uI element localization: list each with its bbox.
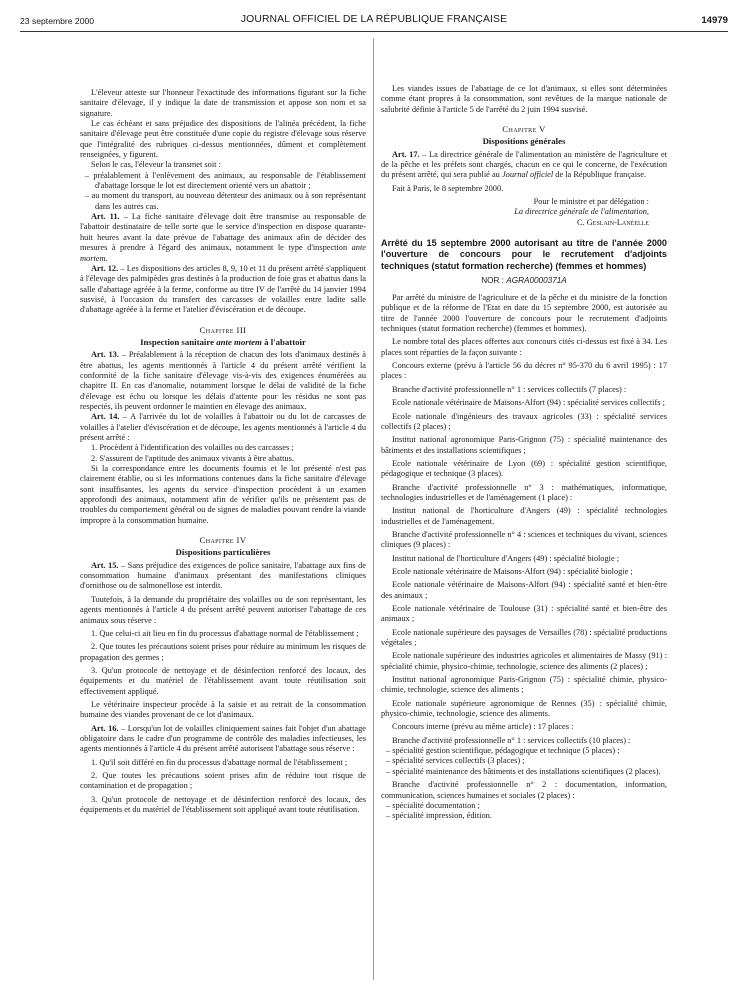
list-item: 1. Procèdent à l'identification des volailles ou des carcasses ; <box>91 443 294 453</box>
article-text: – A l'arrivée du lot de volailles à l'abattoir ou du lot de carcasses de volailles à l'atelier d'éviscération et de découpe, les agents mentionnés à l'article 4 du présent arrêté : <box>80 412 366 442</box>
journal-title: JOURNAL OFFICIEL DE LA RÉPUBLIQUE FRANÇAISE <box>240 14 508 25</box>
list-item: Ecole nationale supérieure agronomique de Rennes (35) : spécialité chimie, physico-chimie, technologie, science des aliments. <box>381 698 667 719</box>
nor-value: AGRA0000371A <box>506 275 567 285</box>
list-item: 3. Qu'un protocole de nettoyage et de désinfection renforcé des locaux, des équipements et du matériel de l'établissement avant toute réutilisation soit effectivement appliqué. <box>80 665 366 696</box>
list-item: Institut national agronomique Paris-Grignon (75) : spécialité maintenance des bâtiments et des installations scientifiques ; <box>381 435 667 455</box>
chapter-title-part: Inspection sanitaire <box>140 336 214 347</box>
paragraph: Les viandes issues de l'abattage de ce lot d'animaux, si elles sont déterminées comme étant propres à la consommation, sont revêtues de la marque nationale de salubrité définie à l'article 5 de l'arrêté du 2 juin 1994 susvisé. <box>381 84 667 114</box>
page-number: 14979 <box>701 15 728 26</box>
list-item: Ecole nationale vétérinaire de Maisons-Alfort (94) : spécialité services collectifs ; <box>392 398 665 408</box>
list-item: Ecole nationale vétérinaire de Toulouse (31) : spécialité santé et bien-être des animaux ; <box>381 604 667 624</box>
paragraph: Branche d'activité professionnelle n° 1 : services collectifs (10 places) : <box>392 735 631 745</box>
article-text: – La fiche sanitaire d'élevage doit être transmise au responsable de l'abattoir destinataire de telle sorte que le service d'inspection en dispose quarante-huit heures avant la date prévue de l'abattage des animaux afin de décider des mesures à prendre à l'égard des animaux, notamment le type d'inspection <box>80 212 366 253</box>
paragraph: Par arrêté du ministre de l'agriculture et de la pêche et du ministre de la fonction publique et de la réforme de l'Etat en date du 15 septembre 2000, est autorisée au titre de l'année 2000 l'ouverture de concours pour le recrutement d'adjoints techniques (statut formation recherche) (femmes et hommes). <box>381 293 667 334</box>
article-text: – Sans préjudice des exigences de police sanitaire, l'abattage aux fins de consommation humaine d'animaux présentant des manifestations cliniques d'ornithose ou de salmonellose est interdit. <box>80 560 367 591</box>
list-item: Institut national de l'horticulture d'Angers (49) : spécialité biologie ; <box>392 553 620 563</box>
list-item: Ecole nationale supérieure des paysages de Versailles (78) : spécialité productions végétales ; <box>381 627 667 648</box>
article-14 <box>80 412 366 443</box>
list-item: Ecole nationale vétérinaire de Lyon (69) : spécialité gestion scientifique, pédagogique et technique (3 places). <box>381 458 667 479</box>
emphasis: ante mortem. <box>80 243 366 263</box>
header-date: 23 septembre 2000 <box>20 16 95 26</box>
signature-title <box>381 207 667 217</box>
column-divider <box>373 38 374 980</box>
list-item: – spécialité documentation ; <box>386 800 480 810</box>
list-item: – spécialité maintenance des bâtiments et des installations scientifiques (2 places). <box>386 766 661 776</box>
list-item: – spécialité gestion scientifique, pédagogique et technique (5 places) ; <box>386 746 620 756</box>
list-item: – préalablement à l'enlèvement des animaux, au responsable de l'établissement d'abattage lorsque le lot est directement orienté vers un abattoir ; <box>85 170 366 191</box>
article-label: Art. 16. <box>91 723 119 733</box>
article-13 <box>80 350 366 412</box>
paragraph: Concours interne (prévu au même article) : 17 places : <box>392 722 574 732</box>
article-text: de la République française. <box>555 170 647 180</box>
page-header <box>20 14 728 30</box>
chapter-heading: Chapitre IV <box>199 535 247 546</box>
paragraph: Le cas échéant et sans préjudice des dispositions de l'alinéa précédent, la fiche sanitaire d'élevage peut être constituée d'une copie du registre d'élevage sous réserve que l'intégralité des rubriques ci-dessus mentionnées, dûment et complètement renseignées, y figurent. <box>80 119 366 160</box>
list-item: 3. Qu'un protocole de nettoyage et de désinfection renforcé des locaux, des équipements et du matériel de l'établissement soit appliqué avant toute réutilisation. <box>80 794 366 814</box>
chapter-title <box>80 337 366 347</box>
chapter-title: Dispositions particulières <box>175 547 271 558</box>
paragraph: Branche d'activité professionnelle n° 4 : sciences et techniques du vivant, sciences cliniques (9 places) : <box>381 529 667 550</box>
chapter-title: Dispositions générales <box>482 136 566 147</box>
emphasis: Journal officiel <box>501 170 554 180</box>
article-16 <box>80 724 366 755</box>
list-item: Ecole nationale vétérinaire de Maisons-Alfort (94) : spécialité biologie ; <box>392 566 633 576</box>
emphasis: ante mortem <box>216 336 262 347</box>
article-text: – Lorsqu'un lot de volailles cliniquement saines fait l'objet d'un abattage obligatoire dans le cadre d'un programme de contrôle des maladies infectieuses, les agents mentionnés à l'article 4 du présent arrêté autorisent l'abattage sous réserve : <box>80 723 367 754</box>
article-15 <box>80 561 366 592</box>
paragraph: Concours externe (prévu à l'article 56 du décret n° 95-370 du 6 avril 1995) : 17 places : <box>381 361 667 381</box>
list-item: – spécialité services collectifs (3 places) ; <box>386 756 525 766</box>
list-item: Ecole nationale supérieure des industries agricoles et alimentaires de Massy (91) : spécialité chimie, physico-chimie, technologie, science des aliments (2 places) ; <box>381 651 667 671</box>
signatory: C. Geslain-Lanéelle <box>577 217 649 227</box>
signature-role: La directrice générale de l'alimentation, <box>514 207 649 217</box>
article-label: Art. 11. <box>91 212 120 222</box>
article-17 <box>381 150 667 181</box>
chapter-heading: Chapitre V <box>502 124 546 135</box>
list-item: 2. Que toutes les précautions soient prises afin de réduire tout risque de contamination et de propagation ; <box>80 770 366 791</box>
paragraph: Branche d'activité professionnelle n° 3 : mathématiques, informatique, technologies industrielles et de l'aménagement (1 place) : <box>381 482 667 502</box>
list-item: 2. S'assurent de l'aptitude des animaux vivants à être abattus. <box>91 453 294 463</box>
chapter-title-part: à l'abattoir <box>264 336 306 347</box>
list-item: Ecole nationale vétérinaire de Maisons-Alfort (94) : spécialité santé et bien-être des animaux ; <box>381 580 667 600</box>
article-label: Art. 15. <box>91 560 119 570</box>
article-label: Art. 14. <box>91 412 120 422</box>
article-label: Art. 12. <box>91 263 119 273</box>
header-rule <box>20 31 728 32</box>
article-text: – Préalablement à la réception de chacun des lots d'animaux destinés à être abattus, les agents mentionnés à l'article 4 du présent arrêté vérifient la conformité de la fiche sanitaire d'élevage vis-à-vis des exigences énumérées au chapitre II. En cas d'anomalie, notamment lorsque le délai de validité de la fiche d'élevage est échu ou lorsque les délais d'attente pour les résidus ne sont pas respectés, ils peuvent ordonner le maintien en élevage des animaux. <box>80 350 367 411</box>
chapter-heading: Chapitre III <box>199 324 247 335</box>
list-item: Institut national agronomique Paris-Grignon (75) : spécialité chimie, physico-chimie, technologie, science des aliments ; <box>381 675 667 695</box>
paragraph: Selon le cas, l'éleveur la transmet soit : <box>91 160 221 170</box>
list-item: Ecole nationale d'ingénieurs des travaux agricoles (33) : spécialité services collectifs (2 places) ; <box>381 411 667 431</box>
signature-date: Fait à Paris, le 8 septembre 2000. <box>392 183 504 193</box>
right-column <box>381 84 667 822</box>
list-item: Institut national de l'horticulture d'Angers (49) : spécialité technologies industrielles et de l'aménagement. <box>381 506 667 526</box>
article-label: Art. 13. <box>91 350 119 360</box>
signature-line: Pour le ministre et par délégation : <box>533 197 649 207</box>
article-text: – La directrice générale de l'alimentation au ministère de l'agriculture et de la pêche et les préfets sont chargés, chacun en ce qui le concerne, de l'exécution du présent arrêté, qui sera publié au <box>381 149 668 180</box>
decree-title: Arrêté du 15 septembre 2000 autorisant au titre de l'année 2000 l'ouverture de concours pour le recrutement d'adjoints techniques (statut formation recherche) (femmes et hommes) <box>381 238 667 271</box>
left-column <box>80 88 366 815</box>
article-12 <box>80 264 366 316</box>
article-label: Art. 17. <box>392 149 420 159</box>
signature-name <box>381 218 667 228</box>
article-text: – Les dispositions des articles 8, 9, 10 et 11 du présent arrêté s'appliquent à l'élevage des palmipèdes gras destinés à la production de foie gras et abattus dans la salle d'abattage agréée à la ferme, conforme au titre IV de l'arrêté du 14 janvier 1994 susvisé, à l'occasion du transfert des carcasses de volailles entre ladite salle d'abattage agréée à la ferme et l'atelier d'éviscération et de découpe. <box>80 263 367 315</box>
paragraph: Le vétérinaire inspecteur procède à la saisie et au retrait de la consommation humaine des viandes provenant de ce lot d'animaux. <box>80 699 366 720</box>
list-item: – spécialité impression, édition. <box>386 811 492 821</box>
paragraph: Toutefois, à la demande du propriétaire des volailles ou de son représentant, les agents mentionnés à l'article 4 du présent arrêté peuvent autoriser l'abattage de ces animaux sous réserve : <box>80 594 366 625</box>
article-11 <box>80 212 366 264</box>
list-item: 1. Qu'il soit différé en fin du processus d'abattage normal de l'établissement ; <box>91 757 348 767</box>
nor-label: NOR : <box>481 275 504 285</box>
paragraph: Branche d'activité professionnelle n° 2 : documentation, information, communication, sciences humaines et sociales (2 places) : <box>381 780 667 800</box>
list-item: 2. Que toutes les précautions soient prises pour réduire au minimum les risques de propagation des germes ; <box>80 642 366 662</box>
list-item: – au moment du transport, au nouveau détenteur des animaux ou à son représentant dans les autres cas. <box>85 191 366 211</box>
paragraph: L'éleveur atteste sur l'honneur l'exactitude des informations figurant sur la fiche sanitaire d'élevage, il y indique la date de transmission et appose son nom et sa signature. <box>80 88 366 118</box>
nor-reference <box>381 276 667 286</box>
paragraph: Branche d'activité professionnelle n° 1 : services collectifs (7 places) : <box>392 384 627 394</box>
paragraph: Si la correspondance entre les documents fournis et le lot présenté n'est pas clairement établie, ou si les informations contenues dans la fiche sanitaire d'élevage sont insuffisantes, les agents du service d'inspection procèdent à un examen approfondi des animaux, notamment afin de vérifier qu'ils ne présentent pas de troubles du comportement général ou de signes de maladies pouvant rendre la viande impropre à la consommation humaine. <box>80 464 366 525</box>
list-item: 1. Que celui-ci ait lieu en fin du processus d'abattage normal de l'établissement ; <box>91 628 359 638</box>
paragraph: Le nombre total des places offertes aux concours cités ci-dessus est fixé à 34. Les places sont réparties de la façon suivante : <box>381 337 667 357</box>
